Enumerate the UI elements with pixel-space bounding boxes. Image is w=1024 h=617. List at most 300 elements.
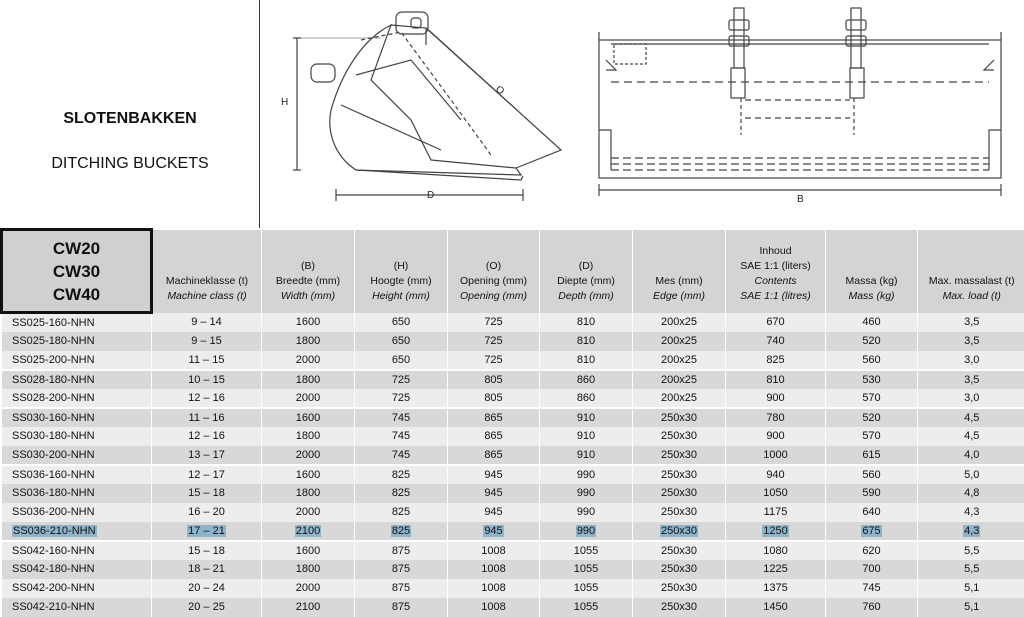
cell-value: 725 [484,335,503,347]
cell-value: 900 [766,391,785,404]
cell-value: 1008 [481,601,506,613]
cell-value: 725 [391,391,411,404]
table-cell [355,541,448,560]
table-cell [355,579,448,598]
table-cell [355,351,448,370]
table-cell [262,503,355,522]
column-header-english: Max. load (t) [942,289,1001,302]
cell-value: 250x30 [660,448,698,461]
cell-value: 2000 [295,391,321,404]
cell-value: 520 [862,411,881,424]
column-header-line: Diepte (mm) [557,274,615,287]
table-row [2,579,1024,598]
cell-value: 10 – 15 [188,373,225,386]
table-cell [262,465,355,484]
cell-value: 990 [576,524,596,537]
cell-value: 15 – 18 [188,487,225,499]
cell-value: 805 [484,373,503,386]
cell-value: 900 [766,430,785,442]
cell-value: 250x30 [660,411,698,424]
cell-value: 13 – 17 [188,448,225,461]
column-header [152,230,262,313]
table-cell [448,503,540,522]
table-cell [918,370,1024,389]
cell-value: 560 [862,353,881,366]
table-cell [726,446,826,465]
cell-value: SS025-160-NHN [12,316,95,329]
cell-value: 250x30 [660,468,698,481]
table-cell [918,541,1024,560]
table-cell [726,389,826,408]
cell-value: 12 – 16 [188,391,225,404]
cell-value: 200x25 [660,353,698,366]
table-cell [152,598,262,617]
cell-value: 2100 [295,524,321,537]
table-cell [726,484,826,503]
table-cell [448,351,540,370]
table-cell [355,389,448,408]
table-cell [826,541,918,560]
column-header-english: Height (mm) [372,289,430,302]
cell-value: 200x25 [660,373,698,386]
row-code-cell [2,351,152,370]
row-code-cell [2,427,152,446]
column-header-english: Mass (kg) [848,289,895,302]
cell-value: 12 – 17 [188,468,225,481]
table-cell [826,351,918,370]
table-row [2,446,1024,465]
cell-value: 16 – 20 [188,506,225,518]
column-header [726,230,826,313]
cell-value: 200x25 [660,335,698,347]
cell-value: 530 [862,373,881,386]
cell-value: 460 [862,316,881,328]
table-cell [448,446,540,465]
column-header [918,230,1024,313]
table-cell [262,389,355,408]
column-header-english: Machine class (t) [167,289,247,302]
table-cell [633,389,726,408]
table-cell [726,598,826,617]
row-code-cell [2,332,152,351]
table-cell [262,541,355,560]
column-header [262,230,355,313]
column-header-line: (D) [578,259,594,272]
cell-value: SS036-160-NHN [12,468,95,481]
cell-value: 865 [484,430,503,442]
table-cell [540,541,633,560]
cell-value: 745 [391,448,411,461]
cell-value: 740 [766,335,785,347]
table-cell [355,427,448,446]
cell-value: 780 [766,411,785,424]
cell-value: SS036-180-NHN [12,487,95,499]
cell-value: 940 [766,468,785,481]
cell-value: 1055 [573,563,599,575]
cell-value: 865 [484,448,503,461]
cell-value: 945 [484,524,503,537]
cell-value: 1080 [763,544,788,557]
cell-value: 17 – 21 [188,524,225,537]
cell-value: 560 [862,468,881,481]
table-cell [262,408,355,427]
table-header-row [2,230,1024,313]
table-cell [152,560,262,579]
cell-value: 1055 [573,544,599,557]
table-cell [918,408,1024,427]
table-cell [540,332,633,351]
table-cell [262,579,355,598]
cell-value: 3,5 [964,373,980,386]
table-cell [152,465,262,484]
cell-value: 3,5 [964,335,980,347]
table-cell [152,408,262,427]
table-cell [262,598,355,617]
table-cell [355,408,448,427]
cell-value: 20 – 25 [188,601,225,613]
table-cell [152,370,262,389]
title-dutch: SLOTENBAKKEN [63,110,197,127]
cell-value: 1375 [763,582,788,594]
cell-value: 3,0 [964,391,980,404]
cell-value: 875 [391,601,411,613]
cell-value: 250x30 [660,430,698,442]
cell-value: 860 [576,373,596,386]
table-cell [633,541,726,560]
cell-value: 990 [576,506,596,518]
cell-value: 825 [391,524,411,537]
table-cell [826,598,918,617]
table-row [2,465,1024,484]
cell-value: 860 [576,391,596,404]
row-code-cell [2,503,152,522]
table-cell [152,503,262,522]
table-cell [918,351,1024,370]
cell-value: 2000 [295,353,321,366]
table-cell [152,579,262,598]
cell-value: 4,5 [964,430,980,442]
table-cell [152,541,262,560]
cell-value: 15 – 18 [188,544,225,557]
cell-value: 5,5 [964,544,980,557]
table-cell [726,560,826,579]
table-cell [540,503,633,522]
bucket-drawing [261,0,1024,228]
column-header-line: Opening (mm) [459,274,528,287]
row-code-cell [2,389,152,408]
table-cell [633,465,726,484]
cell-value: 945 [484,506,503,518]
table-cell [540,598,633,617]
table-cell [540,427,633,446]
cell-value: 825 [766,353,785,366]
table-cell [152,332,262,351]
column-header [448,230,540,313]
title-box [0,0,260,228]
table-cell [633,313,726,332]
cell-value: 4,3 [964,506,980,518]
table-cell [826,313,918,332]
table-cell [540,484,633,503]
table-cell [540,560,633,579]
table-cell [152,389,262,408]
column-header [540,230,633,313]
cell-value: 4,0 [964,448,980,461]
cell-value: SS042-180-NHN [12,563,95,575]
cell-value: 5,5 [964,563,980,575]
cell-value: 910 [576,411,596,424]
table-cell [355,370,448,389]
table-cell [355,484,448,503]
table-cell [826,408,918,427]
table-cell [355,503,448,522]
table-cell [918,484,1024,503]
table-cell [262,313,355,332]
cell-value: SS030-160-NHN [12,411,95,424]
cell-value: SS025-180-NHN [12,335,95,347]
cell-value: 200x25 [660,316,698,328]
cell-value: 5,1 [964,601,980,613]
cell-value: 910 [576,448,596,461]
cell-value: 725 [484,353,503,366]
table-cell [726,503,826,522]
table-row [2,370,1024,389]
cell-value: 865 [484,411,503,424]
cell-value: 1008 [481,544,506,557]
table-cell [540,408,633,427]
cell-value: 760 [862,601,881,613]
column-header-line: Breedte (mm) [275,274,341,287]
cell-value: 810 [576,335,596,347]
cell-value: 945 [484,468,503,481]
table-cell [540,370,633,389]
cell-value: 1055 [573,601,599,613]
cell-value: 3,0 [964,353,980,366]
column-header-english: Edge (mm) [653,289,705,302]
cell-value: 1800 [295,487,321,499]
table-cell [726,408,826,427]
cell-value: 250x30 [660,601,698,613]
table-cell [448,465,540,484]
table-cell [826,332,918,351]
table-cell [633,446,726,465]
cell-value: 1055 [573,582,599,594]
table-cell [152,427,262,446]
cell-value: 4,8 [964,487,980,499]
cell-value: 1800 [295,563,321,575]
cell-value: 1175 [763,506,788,518]
table-cell [448,313,540,332]
row-code-cell [2,370,152,389]
table-cell [448,332,540,351]
cell-value: 745 [862,582,881,594]
column-header-line: Mes (mm) [655,274,703,287]
model-cw30: CW30 [52,261,101,281]
cell-value: 2000 [295,448,321,461]
table-cell [826,503,918,522]
table-cell [448,560,540,579]
column-header-english: SAE 1:1 (litres) [740,289,811,302]
table-body [2,313,1024,617]
cell-value: 1225 [763,563,788,575]
table-cell [826,427,918,446]
table-row [2,522,1024,541]
cell-value: 1800 [295,335,321,347]
cell-value: 725 [391,373,411,386]
table-row [2,313,1024,332]
cell-value: 650 [391,335,411,347]
table-cell [918,389,1024,408]
table-cell [726,370,826,389]
table-cell [540,313,633,332]
cell-value: 725 [484,316,503,328]
cell-value: 620 [862,544,881,557]
table-cell [918,598,1024,617]
cell-value: SS042-160-NHN [12,544,95,557]
table-cell [826,560,918,579]
column-header-line: (O) [485,259,502,272]
cell-value: 1250 [763,524,788,537]
table-cell [918,522,1024,541]
table-cell [826,579,918,598]
cell-value: 590 [862,487,881,499]
cell-value: 1008 [481,582,506,594]
cell-value: SS036-210-NHN [13,524,96,537]
table-cell [633,370,726,389]
row-code-cell [2,484,152,503]
column-header-english: Width (mm) [280,289,336,302]
row-code-cell [2,598,152,617]
cell-value: 20 – 24 [188,582,225,594]
table-row [2,351,1024,370]
table-cell [918,427,1024,446]
header-area [0,0,1024,228]
table-cell [918,332,1024,351]
column-header-line: Max. massalast (t) [928,274,1015,287]
row-code-cell [2,446,152,465]
table-cell [826,522,918,541]
cell-value: 250x30 [660,544,698,557]
table-cell [355,598,448,617]
column-header [633,230,726,313]
cell-value: 250x30 [660,487,698,499]
label-b: B [797,194,804,205]
table-cell [633,484,726,503]
cell-value: SS036-200-NHN [12,506,95,518]
table-cell [540,465,633,484]
table-cell [633,351,726,370]
cell-value: 2100 [295,601,321,613]
table-cell [826,370,918,389]
model-cw40: CW40 [52,284,101,304]
table-cell [262,484,355,503]
label-h: H [281,97,289,108]
cell-value: 825 [391,506,411,518]
table-cell [262,332,355,351]
table-cell [355,332,448,351]
cell-value: 910 [576,430,596,442]
table-cell [448,370,540,389]
table-cell [633,579,726,598]
column-header-line: Inhoud [759,244,792,257]
table-cell [726,465,826,484]
table-row [2,560,1024,579]
cell-value: 5,1 [964,582,980,594]
column-header-line: SAE 1:1 (liters) [740,259,811,272]
table-cell [918,446,1024,465]
table-cell [540,446,633,465]
table-cell [448,598,540,617]
cell-value: 2000 [295,506,321,518]
label-d: D [427,190,435,201]
table-row [2,427,1024,446]
cell-value: 5,0 [964,468,980,481]
table-cell [448,541,540,560]
model-cw20: CW20 [52,238,101,258]
column-header-line: (H) [393,259,409,272]
table-cell [633,427,726,446]
table-row [2,389,1024,408]
table-cell [918,503,1024,522]
row-code-cell [2,541,152,560]
cell-value: 250x30 [660,563,698,575]
cell-value: 1800 [295,430,321,442]
column-header-line: Hoogte (mm) [370,274,432,287]
table-cell [918,560,1024,579]
cell-value: 1600 [295,468,321,481]
table-cell [448,427,540,446]
table-cell [918,579,1024,598]
cell-value: SS030-200-NHN [12,448,95,461]
cell-value: 615 [862,448,881,461]
table-cell [726,541,826,560]
table-row [2,503,1024,522]
table-cell [633,522,726,541]
cell-value: 875 [391,563,411,575]
table-cell [152,313,262,332]
table-cell [355,560,448,579]
table-cell [355,465,448,484]
cell-value: 1600 [295,411,321,424]
table-cell [540,579,633,598]
column-header-line: Massa (kg) [845,274,898,287]
row-code-cell [2,313,152,332]
cell-value: 11 – 15 [188,353,225,366]
cell-value: 745 [391,430,411,442]
table-cell [355,446,448,465]
table-cell [540,389,633,408]
column-header-english: Depth (mm) [558,289,614,302]
table-cell [826,465,918,484]
table-cell [262,351,355,370]
cell-value: 875 [391,544,411,557]
cell-value: SS042-210-NHN [12,601,95,613]
table-cell [355,522,448,541]
cell-value: 570 [862,391,881,404]
cell-value: 700 [862,563,881,575]
label-o: O [493,83,507,98]
cell-value: 810 [576,316,596,328]
table-cell [152,446,262,465]
row-code-cell [2,465,152,484]
cell-value: 1050 [763,487,788,499]
row-code-cell [2,408,152,427]
cell-value: 1008 [481,563,506,575]
table-cell [726,522,826,541]
table-cell [448,389,540,408]
cell-value: 3,5 [964,316,980,328]
table-cell [918,313,1024,332]
